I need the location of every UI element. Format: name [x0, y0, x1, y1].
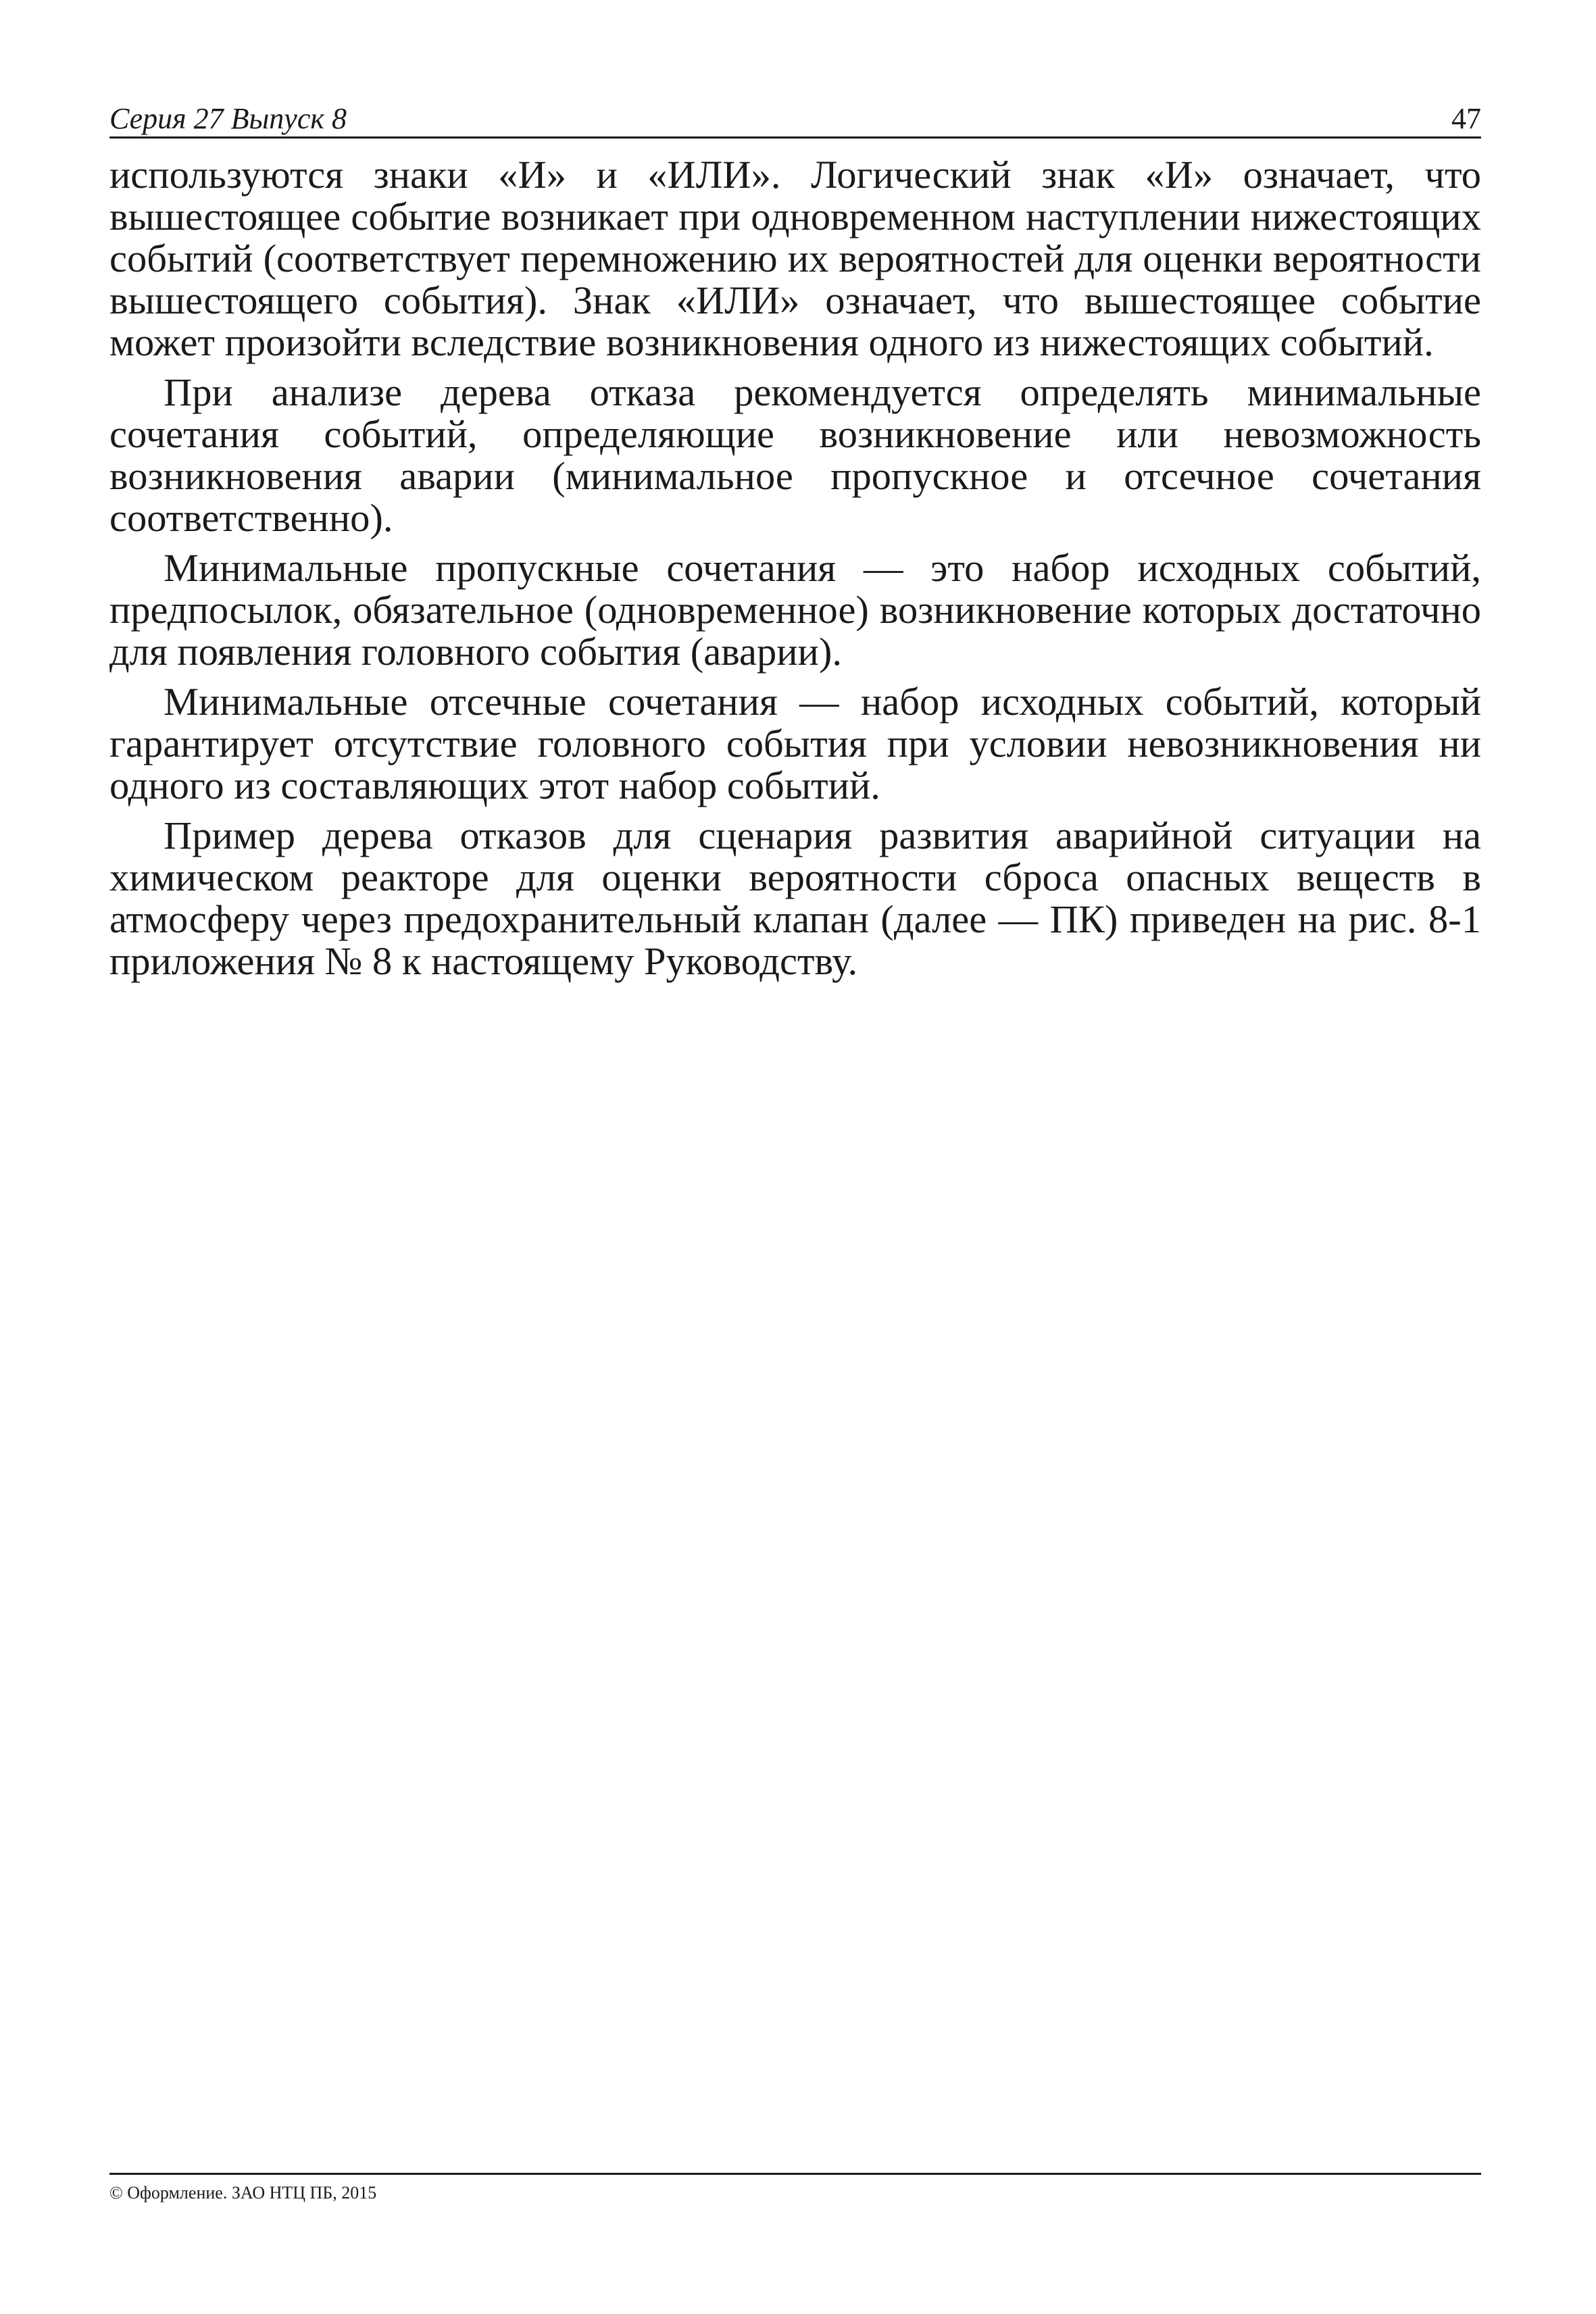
- footer-copyright: © Оформление. ЗАО НТЦ ПБ, 2015: [109, 2183, 377, 2203]
- paragraph-4: Минимальные отсечные сочетания — набор исходных событий, который гарантирует отсутствие головного события при условии невозникновения ни одного из составляющих этот набор событий.: [109, 680, 1481, 807]
- page-number: 47: [1451, 102, 1481, 135]
- page-header: [109, 93, 1481, 139]
- page-footer: [109, 2173, 1481, 2202]
- paragraph-2: При анализе дерева отказа рекомендуется определять минимальные сочетания событий, определяющие возникновение или невозможность возникновения аварии (минимальное пропускное и отсечное сочетания соответственно).: [109, 370, 1481, 540]
- paragraph-1: используются знаки «И» и «ИЛИ». Логический знак «И» означает, что вышестоящее событие возникает при одновременном наступлении нижестоящих событий (соответствует перемножению их вероятностей для оценки вероятности вышестоящего события). Знак «ИЛИ» означает, что вышестоящее событие может произойти вследствие возникновения одного из нижестоящих событий.: [109, 153, 1481, 364]
- paragraph-3: Минимальные пропускные сочетания — это набор исходных событий, предпосылок, обязательное (одновременное) возникновение которых достаточно для появления головного события (аварии).: [109, 546, 1481, 674]
- series-title: Серия 27 Выпуск 8: [109, 102, 347, 135]
- main-text: [109, 154, 1481, 990]
- paragraph-5: Пример дерева отказов для сценария развития аварийной ситуации на химическом реакторе для оценки вероятности сброса опасных веществ в атмосферу через предохранительный клапан (далее — ПК) приведен на рис. 8-1 приложения № 8 к настоящему Руководству.: [109, 813, 1481, 983]
